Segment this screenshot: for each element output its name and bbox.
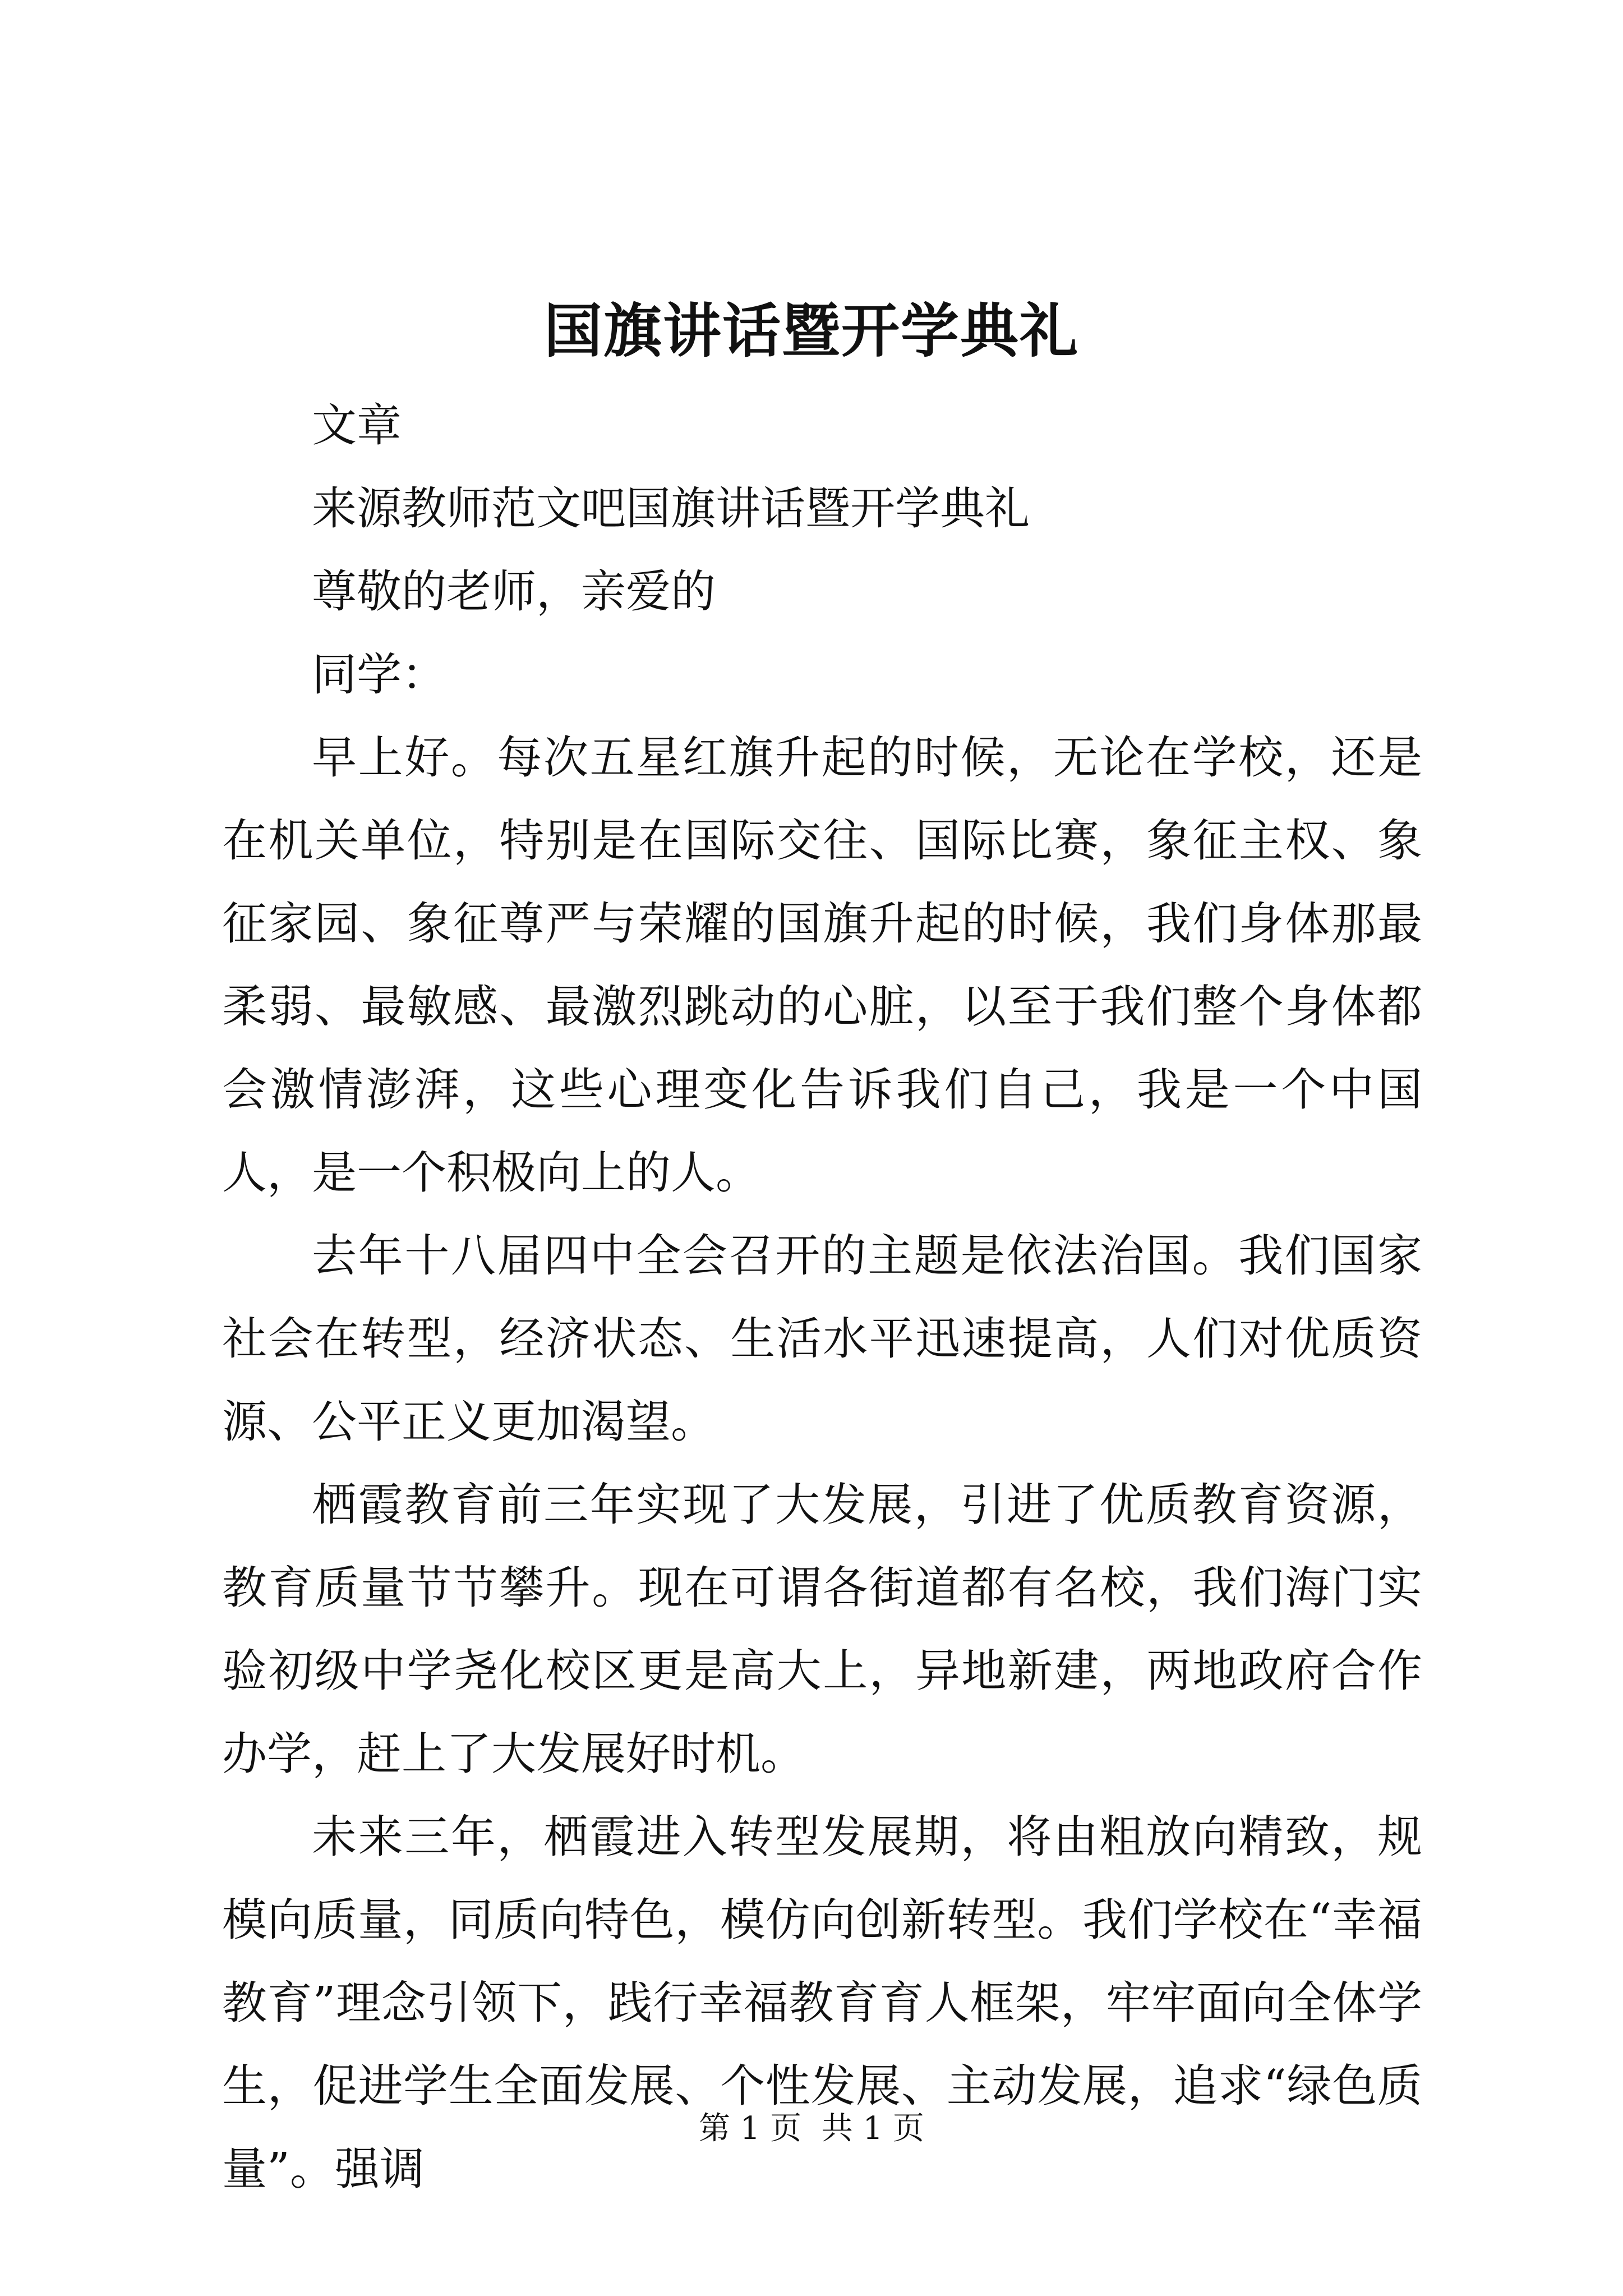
paragraph: 文章 [312, 399, 402, 452]
paragraph: 栖霞教育前三年实现了大发展，引进了优质教育资源，教育质量节节攀升。现在可谓各街道都有名校，我们海门实验初级中学尧化校区更是高大上，异地新建，两地政府合作办学，赶上了大发展好时机。 [222, 1479, 1422, 1780]
paragraph: 早上好。每次五星红旗升起的时候，无论在学校，还是在机关单位，特别是在国际交往、国际比赛，象征主权、象征家园、象征尊严与荣耀的国旗升起的时候，我们身体那最柔弱、最敏感、最激烈跳动的心脏，以至于我们整个身体都会激情澎湃，这些心理变化告诉我们自己，我是一个中国人，是一个积极向上的人。 [222, 731, 1422, 1199]
document-title: 国旗讲话暨开学典礼 [543, 296, 1079, 365]
paragraph: 同学： [312, 648, 446, 701]
page-footer: 第 1 页 共 1 页 [698, 2110, 925, 2147]
document-body [222, 384, 1422, 2211]
paragraph: 来源教师范文吧国旗讲话暨开学典礼 [312, 482, 1030, 535]
paragraph: 未来三年，栖霞进入转型发展期，将由粗放向精致，规模向质量，同质向特色，模仿向创新转型。我们学校在“幸福教育”理念引领下，践行幸福教育育人框架，牢牢面向全体学生，促进学生全面发展、个性发展、主动发展，追求“绿色质量”。强调 [222, 1811, 1422, 2195]
paragraph: 尊敬的老师，亲爱的 [312, 565, 716, 618]
paragraph: 去年十八届四中全会召开的主题是依法治国。我们国家社会在转型，经济状态、生活水平迅速提高，人们对优质资源、公平正义更加渴望。 [222, 1230, 1422, 1448]
